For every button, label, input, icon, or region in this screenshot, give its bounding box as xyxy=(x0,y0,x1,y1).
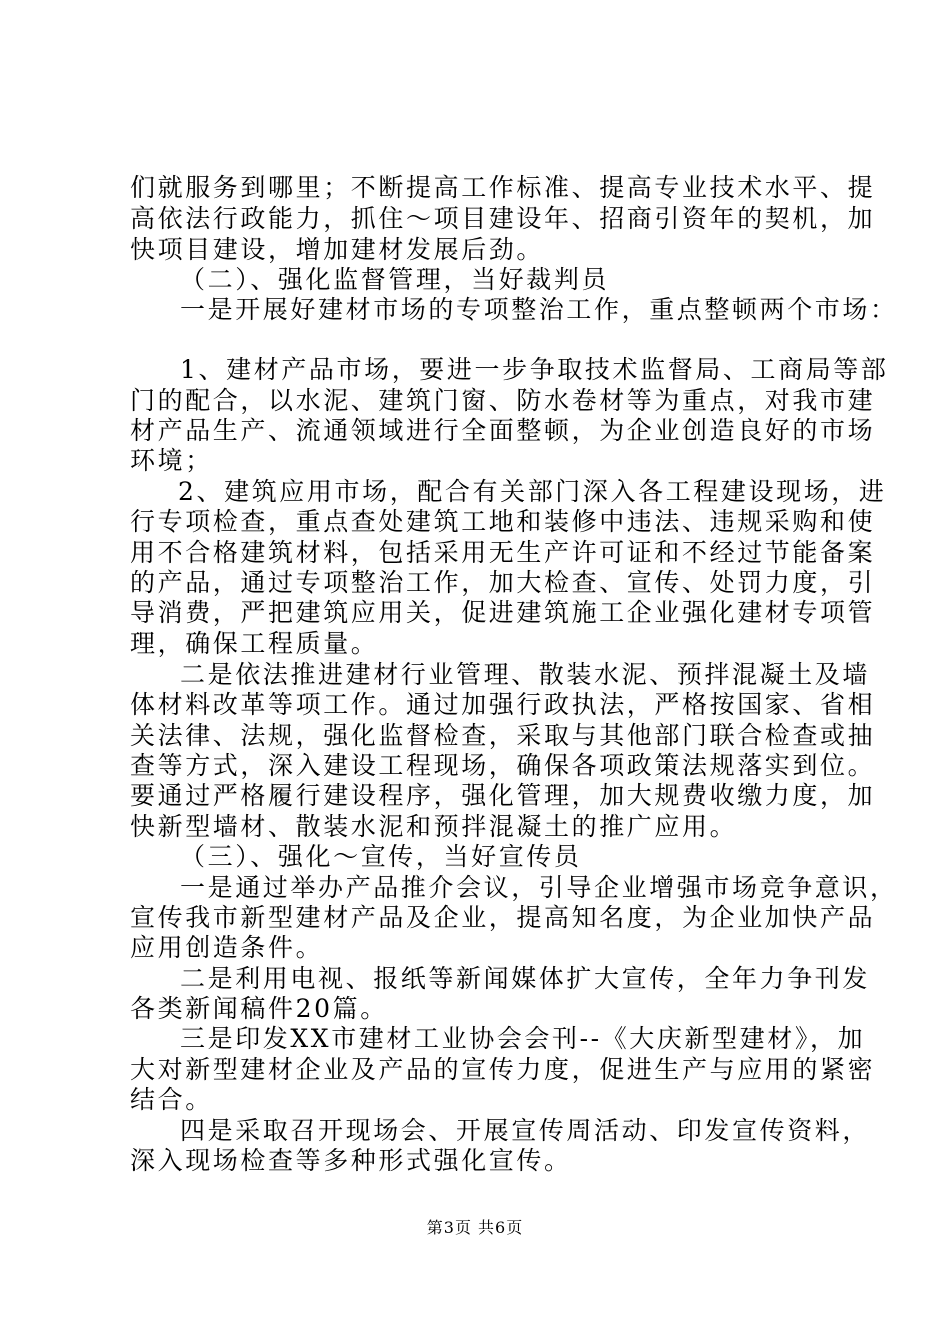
body-text-line: 关法律、法规，强化监督检查，采取与其他部门联合检查或抽 xyxy=(130,721,876,750)
body-text-line: 高依法行政能力，抓住～项目建设年、招商引资年的契机，加 xyxy=(130,204,876,233)
section-heading: （二）、强化监督管理，当好裁判员 xyxy=(180,265,610,294)
body-text-line: 深入现场检查等多种形式强化宣传。 xyxy=(130,1146,572,1175)
body-text-line: 2、建筑应用市场，配合有关部门深入各工程建设现场，进 xyxy=(178,477,887,506)
body-text-line: 门的配合，以水泥、建筑门窗、防水卷材等为重点，对我市建 xyxy=(130,386,876,415)
body-text-line: 各类新闻稿件20篇。 xyxy=(130,994,388,1023)
body-text-line: 要通过严格履行建设程序，强化管理，加大规费收缴力度，加 xyxy=(130,781,876,810)
body-text-line: 环境； xyxy=(130,446,213,475)
section-heading: （三）、强化～宣传，当好宣传员 xyxy=(180,842,582,871)
body-text-line: 四是采取召开现场会、开展宣传周活动、印发宣传资料， xyxy=(180,1116,871,1145)
body-text-line: 导消费，严把建筑应用关，促进建筑施工企业强化建材专项管 xyxy=(130,598,876,627)
body-text-line: 大对新型建材企业及产品的宣传力度，促进生产与应用的紧密 xyxy=(130,1055,876,1084)
body-text-line: 结合。 xyxy=(130,1085,213,1114)
body-text-line: 宣传我市新型建材产品及企业，提高知名度，为企业加快产品 xyxy=(130,903,876,932)
body-text-line: 用不合格建筑材料，包括采用无生产许可证和不经过节能备案 xyxy=(130,538,876,567)
body-text-line: 的产品，通过专项整治工作，加大检查、宣传、处罚力度，引 xyxy=(130,568,876,597)
body-text-line: 二是利用电视、报纸等新闻媒体扩大宣传，全年力争刊发 xyxy=(180,964,871,993)
body-text-line: 材产品生产、流通领域进行全面整顿，为企业创造良好的市场 xyxy=(130,416,876,445)
body-text-line: 快项目建设，增加建材发展后劲。 xyxy=(130,235,545,264)
body-text-line: 们就服务到哪里；不断提高工作标准、提高专业技术水平、提 xyxy=(130,173,876,202)
page-number-footer: 第3页 共6页 xyxy=(426,1218,524,1237)
body-text-line: 快新型墙材、散装水泥和预拌混凝土的推广应用。 xyxy=(130,812,738,841)
body-text-line: 理，确保工程质量。 xyxy=(130,629,379,658)
body-text-line: 二是依法推进建材行业管理、散装水泥、预拌混凝土及墙 xyxy=(180,660,871,689)
body-text-line: 体材料改革等项工作。通过加强行政执法，严格按国家、省相 xyxy=(130,690,876,719)
body-text-line: 一是通过举办产品推介会议，引导企业增强市场竞争意识， xyxy=(180,873,898,902)
body-text-line: 1、建材产品市场，要进一步争取技术监督局、工商局等部 xyxy=(180,355,889,384)
body-text-line: 应用创造条件。 xyxy=(130,933,324,962)
body-text-line: 一是开展好建材市场的专项整治工作，重点整顿两个市场： xyxy=(180,295,898,324)
body-text-line: 行专项检查，重点查处建筑工地和装修中违法、违规采购和使 xyxy=(130,507,876,536)
body-text-line: 查等方式，深入建设工程现场，确保各项政策法规落实到位。 xyxy=(130,751,876,780)
body-text-line: 三是印发XX市建材工业协会会刊--《大庆新型建材》，加 xyxy=(180,1024,866,1053)
